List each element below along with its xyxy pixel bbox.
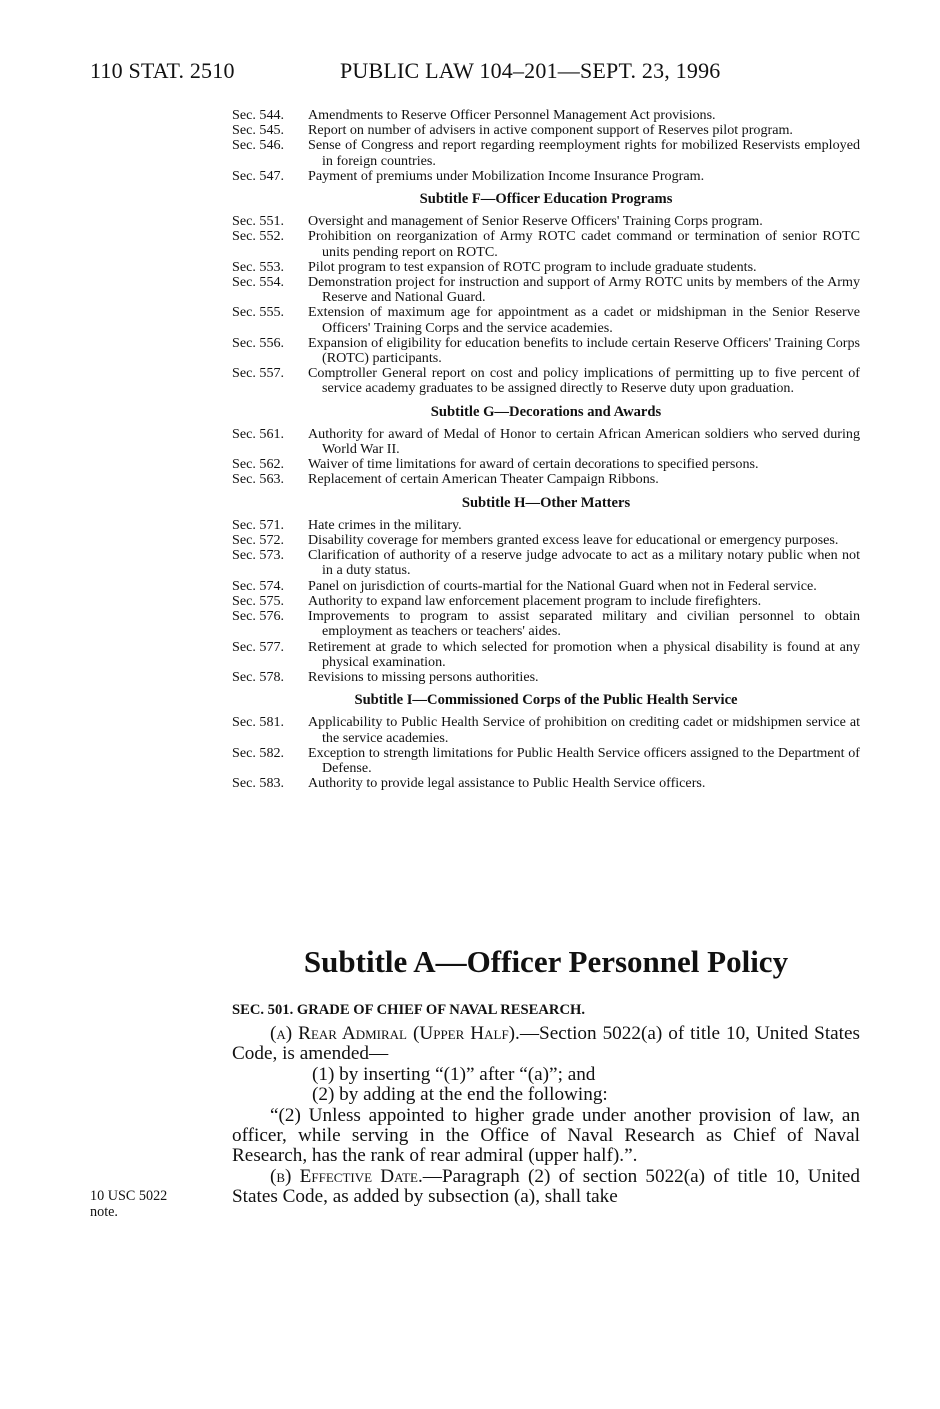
paragraph-b-label: (b) Effective Date. bbox=[270, 1165, 423, 1187]
toc-section-number: Sec. 546. bbox=[232, 137, 285, 154]
toc-section-title: Replacement of certain American Theater Campaign Ribbons. bbox=[308, 471, 659, 488]
public-law-title: PUBLIC LAW 104–201—SEPT. 23, 1996 bbox=[340, 58, 721, 83]
toc-section-title: Authority to provide legal assistance to Public Health Service officers. bbox=[308, 775, 706, 792]
toc-section-number: Sec. 547. bbox=[232, 167, 285, 184]
toc-entry bbox=[232, 229, 860, 259]
toc-section-number: Sec. 574. bbox=[232, 577, 285, 594]
toc-subtitle-f: Subtitle F—Officer Education Programs bbox=[419, 191, 673, 208]
toc-section-title: Exception to strength limitations for Public Health Service officers assigned to the Department of Defense. bbox=[308, 744, 860, 776]
toc-subtitle-g: Subtitle G—Decorations and Awards bbox=[430, 403, 662, 420]
toc-section-number: Sec. 555. bbox=[232, 304, 285, 321]
toc-entry bbox=[232, 275, 860, 305]
toc-entry bbox=[232, 472, 860, 487]
toc-entry bbox=[232, 305, 860, 335]
toc-section-title: Extension of maximum age for appointment as a cadet or midshipman in the Senior Reserve Officers' Training Corps and the service academies. bbox=[308, 304, 860, 336]
toc-entry bbox=[232, 579, 860, 594]
toc-entry bbox=[232, 548, 860, 578]
toc-section-title: Improvements to program to assist separated military and civilian personnel to obtain employment as teachers or teachers' aides. bbox=[308, 608, 860, 640]
toc-entry bbox=[232, 214, 860, 229]
toc-section-title: Hate crimes in the military. bbox=[308, 516, 462, 533]
toc-entry bbox=[232, 457, 860, 472]
toc-section-number: Sec. 556. bbox=[232, 334, 285, 351]
toc-section-number: Sec. 581. bbox=[232, 714, 285, 731]
toc-section-title: Pilot program to test expansion of ROTC program to include graduate students. bbox=[308, 258, 757, 275]
toc-section-number: Sec. 583. bbox=[232, 775, 285, 792]
toc-section-number: Sec. 551. bbox=[232, 213, 285, 230]
toc-section-number: Sec. 552. bbox=[232, 228, 285, 245]
section-heading: SEC. 501. GRADE OF CHIEF OF NAVAL RESEARCH. bbox=[232, 1002, 586, 1018]
toc-section-title: Revisions to missing persons authorities. bbox=[308, 668, 539, 685]
margin-note bbox=[90, 1188, 167, 1220]
table-of-contents bbox=[232, 108, 860, 791]
toc-section-title: Comptroller General report on cost and policy implications of permitting up to five percent of service academy graduates to be assigned directly to Reserve duty upon graduation. bbox=[308, 365, 860, 397]
toc-section-number: Sec. 545. bbox=[232, 122, 285, 139]
paragraph-b bbox=[232, 1167, 860, 1208]
toc-section-title: Panel on jurisdiction of courts-martial for the National Guard when not in Federal service. bbox=[308, 577, 817, 594]
item-2: (2) by adding at the end the following: bbox=[312, 1084, 608, 1106]
toc-entry bbox=[232, 746, 860, 776]
toc-entry bbox=[232, 533, 860, 548]
section-body bbox=[232, 1024, 860, 1208]
toc-section-title: Disability coverage for members granted excess leave for educational or emergency purposes. bbox=[308, 532, 839, 549]
toc-group-subtitle-i bbox=[232, 715, 860, 791]
toc-entry bbox=[232, 670, 860, 685]
toc-subtitle-i: Subtitle I—Commissioned Corps of the Public Health Service bbox=[354, 692, 738, 709]
toc-entry bbox=[232, 594, 860, 609]
toc-section-title: Oversight and management of Senior Reserve Officers' Training Corps program. bbox=[308, 213, 763, 230]
toc-section-number: Sec. 563. bbox=[232, 471, 285, 488]
toc-section-title: Amendments to Reserve Officer Personnel Management Act provisions. bbox=[308, 107, 716, 123]
toc-group-subtitle-e bbox=[232, 108, 860, 184]
toc-section-number: Sec. 557. bbox=[232, 365, 285, 382]
statute-citation: 110 STAT. 2510 bbox=[90, 58, 235, 83]
margin-note-citation: 10 USC 5022 bbox=[90, 1188, 168, 1204]
toc-section-title: Demonstration project for instruction and support of Army ROTC units by members of the Army Reserve and National Guard. bbox=[308, 274, 860, 306]
toc-entry bbox=[232, 123, 860, 138]
toc-section-number: Sec. 571. bbox=[232, 516, 285, 533]
toc-section-title: Payment of premiums under Mobilization Income Insurance Program. bbox=[308, 167, 705, 184]
toc-section-title: Applicability to Public Health Service of prohibition on crediting cadet or midshipmen service at the service academies. bbox=[308, 714, 860, 746]
toc-section-title: Authority for award of Medal of Honor to certain African American soldiers who served during World War II. bbox=[308, 425, 860, 458]
toc-group-subtitle-g bbox=[232, 427, 860, 488]
toc-entry bbox=[232, 336, 860, 366]
paragraph-a-label: (a) Rear Admiral (Upper Half). bbox=[270, 1023, 520, 1044]
toc-section-number: Sec. 544. bbox=[232, 107, 285, 123]
toc-section-title: Authority to expand law enforcement placement program to include firefighters. bbox=[308, 592, 762, 609]
toc-entry bbox=[232, 427, 860, 457]
toc-section-title: Waiver of time limitations for award of certain decorations to specified persons. bbox=[308, 456, 759, 473]
toc-section-number: Sec. 573. bbox=[232, 547, 285, 564]
toc-section-number: Sec. 562. bbox=[232, 456, 285, 473]
toc-entry bbox=[232, 609, 860, 639]
toc-entry bbox=[232, 169, 860, 184]
toc-entry bbox=[232, 776, 860, 791]
toc-entry bbox=[232, 260, 860, 275]
toc-entry bbox=[232, 640, 860, 670]
toc-section-number: Sec. 572. bbox=[232, 532, 285, 549]
toc-entry bbox=[232, 366, 860, 396]
toc-entry bbox=[232, 108, 860, 123]
toc-section-number: Sec. 554. bbox=[232, 274, 285, 291]
toc-section-title: Sense of Congress and report regarding reemployment rights for mobilized Reservists employed in foreign countries. bbox=[308, 137, 860, 169]
subtitle-heading: Subtitle A—Officer Personnel Policy bbox=[303, 944, 789, 979]
paragraph-a-text: —Section 5022(a) of title 10, United States Code, is amended— bbox=[232, 1023, 860, 1065]
toc-section-number: Sec. 576. bbox=[232, 608, 285, 625]
quoted-text: “(2) Unless appointed to higher grade under another provision of law, an officer, while serving in the Office of Naval Research as Chief of Naval Research, has the rank of rear admiral (upper half).”. bbox=[232, 1104, 860, 1167]
toc-section-title: Clarification of authority of a reserve judge advocate to act as a military notary public when not in a duty status. bbox=[308, 547, 860, 579]
toc-section-title: Retirement at grade to which selected for promotion when a physical disability is found at any physical examination. bbox=[308, 638, 860, 670]
paragraph-b-text: —Paragraph (2) of section 5022(a) of title 10, United States Code, as added by subsection (a), shall take bbox=[232, 1165, 861, 1208]
toc-entry bbox=[232, 715, 860, 745]
toc-group-subtitle-f bbox=[232, 214, 860, 396]
toc-section-number: Sec. 577. bbox=[232, 638, 285, 655]
toc-section-number: Sec. 561. bbox=[232, 425, 285, 442]
toc-entry bbox=[232, 138, 860, 168]
toc-group-subtitle-h bbox=[232, 518, 860, 685]
toc-section-number: Sec. 553. bbox=[232, 258, 285, 275]
toc-section-number: Sec. 578. bbox=[232, 668, 285, 685]
toc-subtitle-h: Subtitle H—Other Matters bbox=[461, 494, 631, 511]
toc-section-title: Report on number of advisers in active component support of Reserves pilot program. bbox=[308, 122, 793, 139]
paragraph-a bbox=[232, 1024, 860, 1065]
item-1: (1) by inserting “(1)” after “(a)”; and bbox=[312, 1063, 596, 1085]
toc-section-title: Prohibition on reorganization of Army ROTC cadet command or termination of senior ROTC units pending report on ROTC. bbox=[308, 228, 860, 260]
toc-entry bbox=[232, 518, 860, 533]
toc-section-number: Sec. 575. bbox=[232, 592, 285, 609]
toc-section-number: Sec. 582. bbox=[232, 744, 285, 761]
margin-note-label: note. bbox=[90, 1204, 118, 1220]
toc-section-title: Expansion of eligibility for education benefits to include certain Reserve Officers' Training Corps (ROTC) participants. bbox=[308, 334, 860, 367]
